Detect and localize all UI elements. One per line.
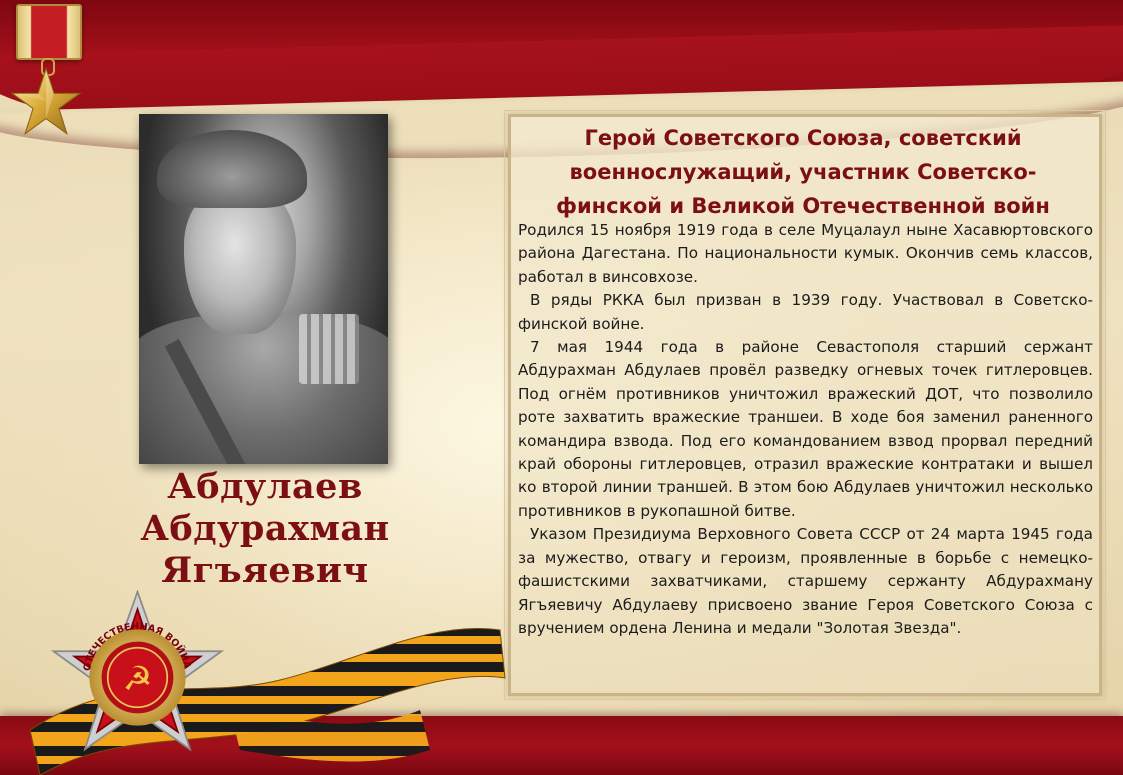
title-line: Герой Советского Союза, советский	[584, 126, 1022, 150]
biography-paragraph: Указом Президиума Верховного Совета СССР от 24 марта 1945 года за мужество, отвагу и героизм, проявленные в борьбе с немецко-фашистскими захватчиками, старшему сержанту Абдурахману Ягъяевичу Абдулаеву присвоено звание Героя Советского Союза с вручением ордена Ленина и медали "Золотая Звезда".	[518, 525, 1093, 637]
portrait-medals	[299, 314, 359, 384]
patronymic: Ягъяевич	[161, 550, 369, 591]
biography-paragraph: Родился 15 ноября 1919 года в селе Муцалаул ныне Хасавюртовского района Дагестана. По национальности кумык. Окончив семь классов, работал в винсовхозе.	[518, 221, 1093, 286]
portrait-cap	[157, 130, 307, 208]
gold-star-icon	[10, 66, 82, 138]
biography-title	[514, 121, 1092, 223]
title-line: военнослужащий, участник Советско-	[569, 160, 1037, 184]
title-line: финской и Великой Отечественной войн	[556, 194, 1050, 218]
medal-ribbon	[16, 4, 82, 60]
surname: Абдулаев	[167, 466, 363, 507]
portrait-photo	[139, 114, 388, 464]
biography-paragraph: 7 мая 1944 года в районе Севастополя старший сержант Абдурахман Абдулаев провёл разведку огневых точек гитлеровцев. Под огнём противников уничтожил вражеский ДОТ, что позволило роте захватить вражеские траншеи. В ходе боя заменил раненного командира взвода. Под его командованием взвод прорвал передний край обороны гитлеровцев, отразил вражеские контратаки и вышел ко второй линии траншей. В этом бою Абдулаев уничтожил несколько противников в рукопашной битве.	[518, 338, 1093, 520]
order-ring-text: ОТЕЧЕСТВЕННАЯ ВОЙНА	[81, 621, 193, 673]
order-of-patriotic-war-icon	[50, 590, 225, 765]
first-name: Абдурахман	[140, 508, 390, 549]
biography-text	[518, 219, 1093, 640]
hammer-sickle-icon: ☭	[122, 658, 153, 698]
hero-star-medal-icon	[10, 0, 80, 140]
biography-paragraph: В ряды РККА был призван в 1939 году. Участвовал в Советско-финской войне.	[518, 291, 1093, 333]
